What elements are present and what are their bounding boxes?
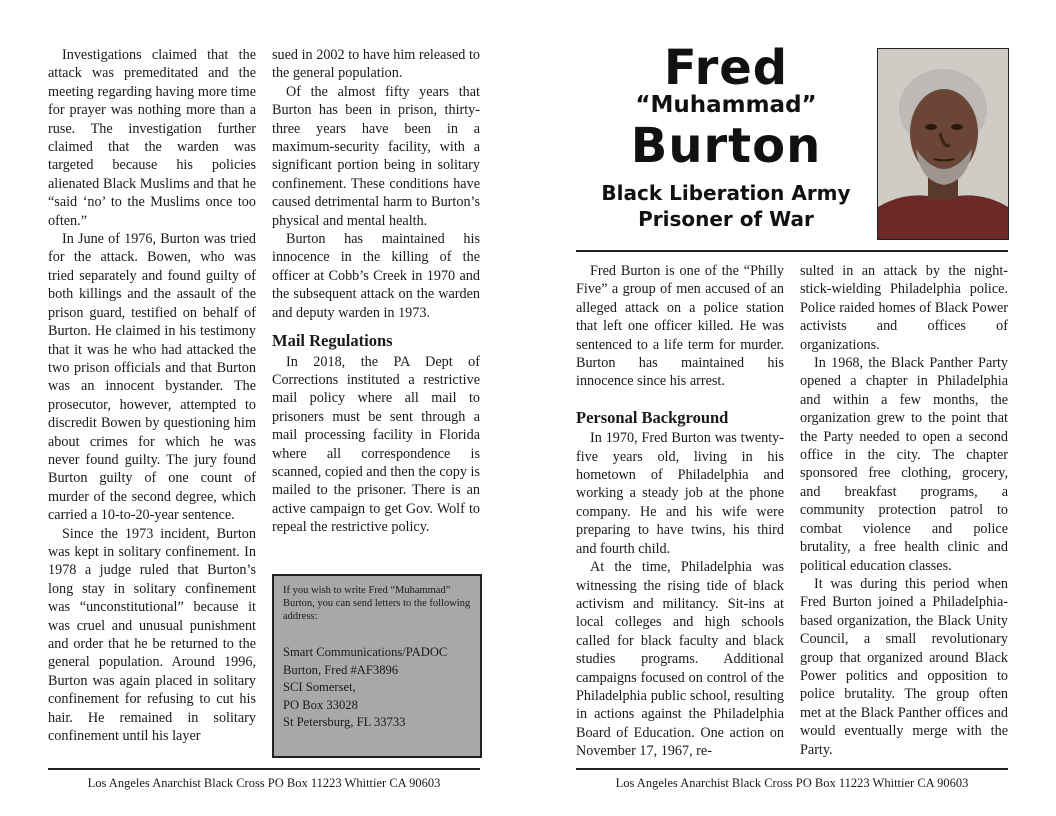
- address-intro: If you wish to write Fred “Muhammad” Burton, you can send letters to the following address:: [283, 585, 471, 622]
- footer-rule: [48, 768, 480, 770]
- right-footer: Los Angeles Anarchist Black Cross PO Box 11223 Whittier CA 90603: [615, 776, 969, 790]
- left-column-1: [48, 46, 256, 745]
- paragraph: Investigations claimed that the attack was premeditated and the meeting regarding having more time for prayer was nothing more than a ruse. The investigation further claimed that the warden was targeted because his policies alienated Black Muslims and that he “said ‘no’ to the Muslims once too often.”: [48, 47, 256, 229]
- subtitle-organization: Black Liberation Army: [601, 181, 851, 205]
- paragraph: At the time, Philadelphia was witnessing the rising tide of black activism and militancy. Sit-ins at local colleges and high schools called for black faculty and black studies programs. Additional campaigns focused on control of the Philadelphia public school, resulting in actions against the Philadelphia Board of Education. One action on November 17, 1967, re-: [576, 559, 784, 760]
- footer-rule: [576, 768, 1008, 770]
- paragraph: sulted in an attack by the night-stick-wielding Philadelphia police. Police raided homes of Black Power activists and offices of organizations.: [800, 263, 1008, 353]
- portrait-photo: [877, 48, 1009, 240]
- mail-regulations-text: In 2018, the PA Dept of Corrections instituted a restrictive mail policy where all mail to prisoners must be sent through a mail processing facility in Florida where all correspondence is scanned, copied and then the copy is mailed to the prisoner. There is an active campaign to get Gov. Wolf to repeal the restrictive policy.: [272, 353, 480, 536]
- address-line: St Petersburg, FL 33733: [283, 715, 406, 730]
- left-column-2: [272, 46, 480, 537]
- address-line: Smart Communications/PADOC: [283, 645, 448, 659]
- address-line: Burton, Fred #AF3896: [283, 662, 399, 677]
- paragraph: In 1970, Fred Burton was twenty-five years old, living in his hometown of Philadelphia and working a steady job at the phone company. He and his wife were preparing to have twins, his third and fourth child.: [576, 430, 784, 557]
- address-line: PO Box 33028: [283, 697, 358, 712]
- mailing-address: [283, 644, 447, 732]
- paragraph: Of the almost fifty years that Burton has been in prison, thirty-three years have been in a maximum-security facility, with a significant portion being in solitary confinement. These conditions have caused detrimental harm to Burton’s physical and mental health.: [272, 83, 480, 229]
- title-first-name: Fred: [663, 40, 789, 96]
- portrait-icon: [878, 49, 1008, 239]
- paragraph: Burton has maintained his innocence in the killing of the officer at Cobb’s Creek in 1970 and the subsequent attack on the warden and deputy warden in 1973.: [272, 231, 480, 321]
- subtitle-status: Prisoner of War: [638, 207, 814, 231]
- paragraph: sued in 2002 to have him released to the general population.: [272, 47, 480, 82]
- paragraph: In 1968, the Black Panther Party opened a chapter in Philadelphia and within a few months, the organization grew to the point that the Party needed to open a second office in the city. The chapter sponsored free clothing, grocery, and breakfast programs, a community protection patrol to combat violence and police brutality, a free health clinic and political education classes.: [800, 355, 1008, 574]
- left-footer: Los Angeles Anarchist Black Cross PO Box 11223 Whittier CA 90603: [87, 776, 441, 790]
- paragraph: It was during this period when Fred Burton joined a Philadelphia-based organization, the Black Unity Council, a small revolutionary group that organized around Black Power politics and opposition to police brutality. The group often met at the Black Panther offices and would eventually merge with the Party.: [800, 575, 1008, 758]
- right-column-2: [800, 262, 1008, 759]
- title-rule: [576, 250, 1008, 252]
- paragraph: Fred Burton is one of the “Philly Five” a group of men accused of an alleged attack on a police station that left one officer killed. He was sentenced to a life term for murder. Burton has maintained his innocence since his arrest.: [576, 263, 784, 390]
- address-line: SCI Somerset,: [283, 680, 356, 695]
- personal-background-heading: Personal Background: [576, 407, 729, 427]
- address-box: [272, 574, 482, 758]
- title-block: [580, 40, 872, 232]
- paragraph: Since the 1973 incident, Burton was kept in solitary confinement. In 1978 a judge ruled that Burton’s long stay in solitary confinement was “unconstitutional” because it was cruel and unusual punishment and order that he be returned to the general population. Around 1996, Burton was again placed in solitary confinement for refusing to cut his hair. He remained in solitary confinement until his layer: [48, 525, 256, 745]
- title-nickname: “Muhammad”: [635, 92, 817, 118]
- right-column-1: [576, 262, 784, 761]
- title-last-name: Burton: [630, 118, 822, 174]
- mail-regulations-heading: Mail Regulations: [272, 331, 393, 351]
- paragraph: In June of 1976, Burton was tried for the attack. Bowen, who was tried separately and found guilty of both killings and the assault of the prison guard, testified on behalf of Burton. He claimed in his testimony that it was he who had attacked the two prison officials and that Burton was an innocent bystander. The prosecutor, however, attempted to discredit Bowen by questioning him about crimes for which he was never found guilty. The jury found Burton guilty of one count of murder of the second degree, which carried a 10-to-20-year sentence.: [48, 231, 256, 524]
